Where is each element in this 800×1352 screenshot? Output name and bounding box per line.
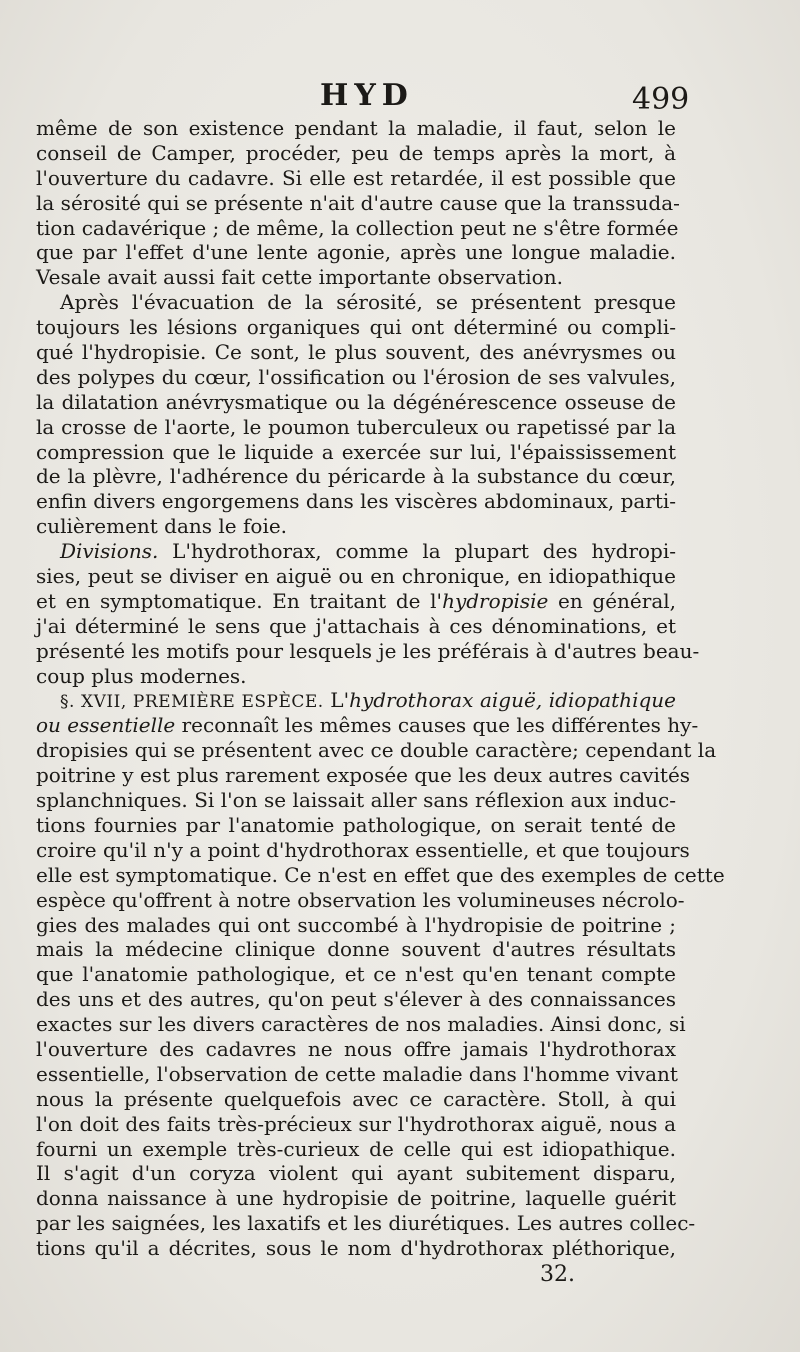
paragraph-section-xvii: [36, 688, 725, 1261]
divisions-heading: Divisions.: [60, 539, 159, 564]
signature-mark: 32.: [540, 1262, 575, 1287]
text-line: culièrement dans le foie.: [36, 514, 288, 539]
text-line: [36, 688, 676, 713]
text-line: que par l'effet d'une lente agonie, après une longue maladie.: [36, 240, 676, 265]
text-line: elle est symptomatique. Ce n'est en effet que des exemples de cette: [36, 862, 725, 887]
text-line: tion cadavérique ; de même, la collection peut ne s'être formée: [36, 215, 679, 240]
text-line: Après l'évacuation de la sérosité, se présentent presque: [60, 290, 676, 315]
text-line: par les saignées, les laxatifs et les diurétiques. Les autres collec-: [36, 1211, 696, 1236]
text-line: espèce qu'offrent à notre observation les volumineuses nécrolo-: [36, 887, 685, 912]
text-line: enfin divers engorgemens dans les viscères abdominaux, parti-: [36, 489, 677, 514]
text-line: toujours les lésions organiques qui ont déterminé ou compli-: [36, 315, 676, 340]
text-line: l'on doit des faits très-précieux sur l'hydrothorax aiguë, nous a: [36, 1111, 676, 1136]
text-line: nous la présente quelquefois avec ce caractère. Stoll, à qui: [36, 1086, 676, 1111]
section-mark: §. XVII,: [60, 692, 133, 713]
text-line: que l'anatomie pathologique, et ce n'est qu'en tenant compte: [36, 962, 676, 987]
text-run: reconnaît les mêmes causes que les différentes hy-: [175, 713, 699, 738]
italic-term: ou essentielle: [36, 713, 176, 738]
text-line: tions fournies par l'anatomie pathologique, on serait tenté de: [36, 812, 676, 837]
text-line: essentielle, l'observation de cette maladie dans l'homme vivant: [36, 1061, 678, 1086]
text-line: dropisies qui se présentent avec ce double caractère; cependant la: [36, 738, 717, 763]
text-run: en général,: [548, 588, 677, 613]
text-line: [36, 589, 676, 614]
text-line: conseil de Camper, procéder, peu de temps après la mort, à: [36, 140, 676, 165]
text-line: mais la médecine clinique donne souvent d'autres résultats: [36, 937, 676, 962]
running-head: HYD: [320, 78, 414, 113]
paragraph-divisions: [36, 539, 700, 688]
text-line: de la plèvre, l'adhérence du péricarde à la substance du cœur,: [36, 464, 676, 489]
text-line: même de son existence pendant la maladie, il faut, selon le: [36, 116, 676, 140]
text-line: coup plus modernes.: [36, 663, 247, 688]
text-line: [36, 713, 699, 738]
text-line: qué l'hydropisie. Ce sont, le plus souvent, des anévrysmes ou: [36, 340, 676, 365]
text-line: des polypes du cœur, l'ossification ou l'érosion de ses valvules,: [36, 364, 676, 389]
paragraph-lesions: [36, 290, 676, 539]
italic-term: hydrothorax aiguë, idiopathique: [349, 688, 676, 713]
species-heading: PREMIÈRE ESPÈCE.: [132, 692, 324, 713]
text-line: compression que le liquide a exercée sur lui, l'épaississement: [36, 439, 676, 464]
text-line: donna naissance à une hydropisie de poitrine, laquelle guérit: [36, 1186, 676, 1211]
text-line: [36, 539, 676, 564]
text-run: et en symptomatique. En traitant de l': [36, 588, 443, 613]
text-line: croire qu'il n'y a point d'hydrothorax essentielle, et que toujours: [36, 837, 690, 862]
text-line: exactes sur les divers caractères de nos maladies. Ainsi donc, si: [36, 1012, 686, 1037]
text-line: poitrine y est plus rarement exposée que les deux autres cavités: [36, 763, 691, 788]
text-run: L'hydrothorax, comme la plupart des hydropi-: [158, 539, 676, 564]
page-number: 499: [632, 82, 690, 117]
text-line: Il s'agit d'un coryza violent qui ayant subitement disparu,: [36, 1161, 676, 1186]
text-line: fourni un exemple très-curieux de celle qui est idiopathique.: [36, 1136, 676, 1161]
text-line: l'ouverture des cadavres ne nous offre jamais l'hydrothorax: [36, 1036, 676, 1061]
text-line: tions qu'il a décrites, sous le nom d'hydrothorax pléthorique,: [36, 1236, 676, 1261]
text-line: des uns et des autres, qu'on peut s'élever à des connaissances: [36, 987, 676, 1012]
text-line: sies, peut se diviser en aiguë ou en chronique, en idiopathique: [36, 564, 676, 589]
text-line: présenté les motifs pour lesquels je les préférais à d'autres beau-: [36, 638, 700, 663]
italic-term: hydropisie: [442, 588, 549, 613]
paragraph-continuation: [36, 116, 680, 290]
text-line: j'ai déterminé le sens que j'attachais à ces dénominations, et: [36, 613, 676, 638]
text-line: splanchniques. Si l'on se laissait aller sans réflexion aux induc-: [36, 788, 676, 813]
text-line: l'ouverture du cadavre. Si elle est retardée, il est possible que: [36, 165, 676, 190]
text-line: gies des malades qui ont succombé à l'hydropisie de poitrine ;: [36, 912, 676, 937]
text-line: la sérosité qui se présente n'ait d'autre cause que la transsuda-: [36, 190, 680, 215]
text-run: L': [323, 688, 350, 713]
text-line: la crosse de l'aorte, le poumon tuberculeux ou rapetissé par la: [36, 414, 676, 439]
text-line: Vesale avait aussi fait cette importante observation.: [36, 265, 563, 290]
text-line: la dilatation anévrysmatique ou la dégénérescence osseuse de: [36, 389, 676, 414]
body-text: [36, 116, 725, 1261]
